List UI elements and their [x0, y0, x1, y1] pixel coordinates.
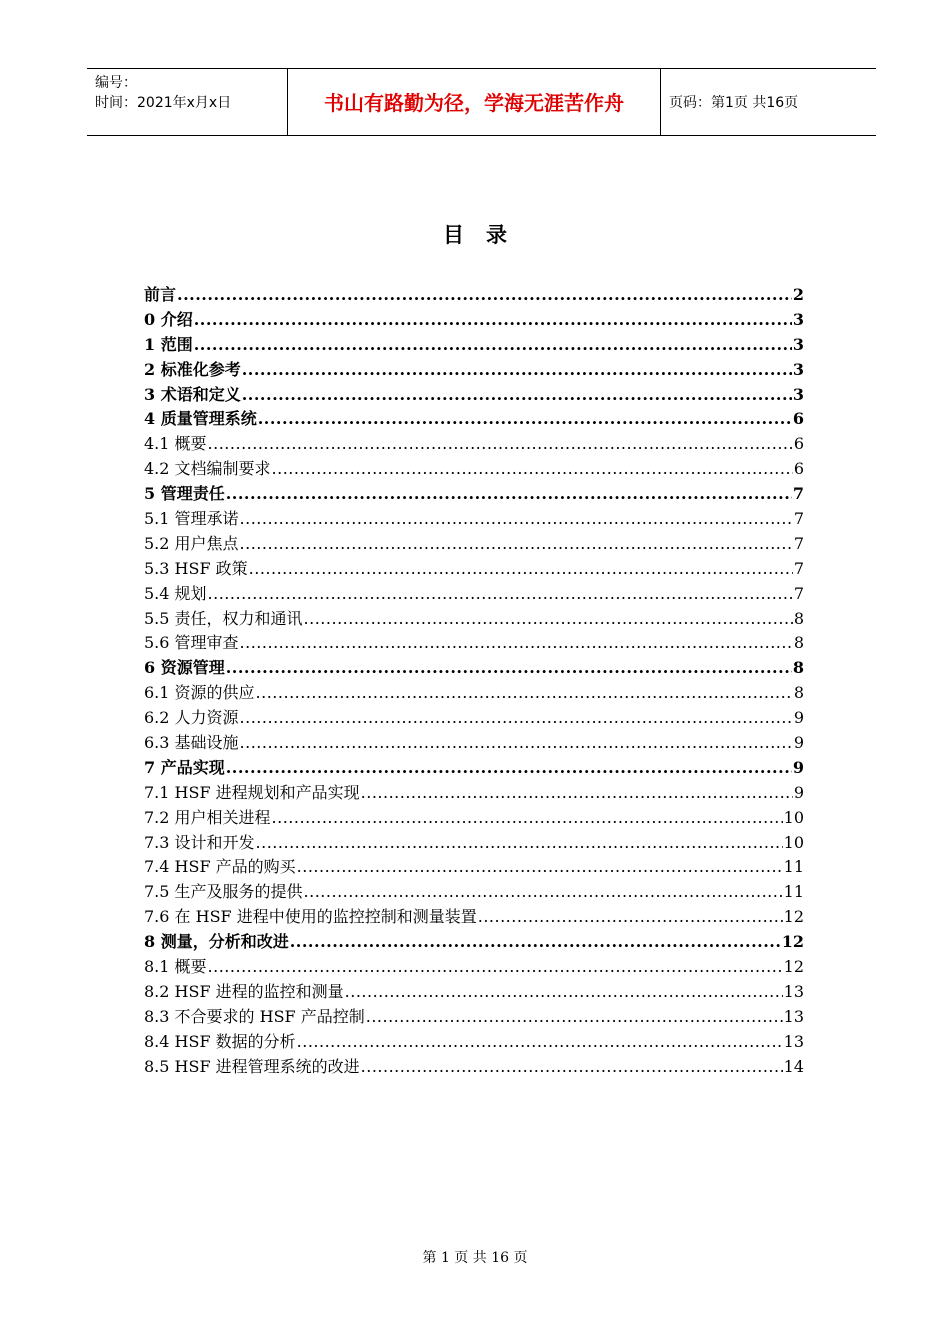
toc-leader-dots [256, 681, 793, 706]
toc-entry[interactable] [144, 880, 804, 905]
toc-entry[interactable] [144, 1055, 804, 1080]
table-of-contents [144, 283, 804, 1080]
toc-entry[interactable] [144, 806, 804, 831]
toc-leader-dots [361, 1055, 783, 1080]
toc-entry-page: 3 [792, 359, 804, 379]
toc-entry-page: 7 [793, 509, 804, 529]
page-footer: 第 1 页 共 16 页 [422, 1250, 528, 1266]
toc-entry-page: 3 [792, 309, 804, 329]
document-number-label: 编号： [95, 75, 137, 91]
toc-leader-dots [242, 383, 792, 408]
toc-entry[interactable] [144, 358, 804, 383]
toc-entry-page: 7 [793, 583, 804, 603]
toc-leader-dots [208, 582, 793, 607]
toc-entry-page: 12 [783, 907, 804, 927]
toc-entry-title: 8.2 HSF 进程的监控和测量 [144, 981, 344, 1001]
toc-entry-title: 2 标准化参考 [144, 359, 241, 379]
toc-entry-title: 8 测量，分析和改进 [144, 932, 289, 952]
toc-entry-title: 6.1 资源的供应 [144, 683, 255, 703]
toc-entry[interactable] [144, 731, 804, 756]
toc-leader-dots [226, 482, 792, 507]
toc-entry[interactable] [144, 1030, 804, 1055]
toc-entry[interactable] [144, 383, 804, 408]
toc-entry-title: 5.3 HSF 政策 [144, 558, 248, 578]
toc-entry[interactable] [144, 706, 804, 731]
toc-entry[interactable] [144, 631, 804, 656]
toc-leader-dots [256, 831, 783, 856]
toc-entry-title: 5.4 规划 [144, 583, 207, 603]
toc-entry-page: 9 [793, 708, 804, 728]
toc-entry-page: 3 [792, 334, 804, 354]
toc-leader-dots [304, 880, 783, 905]
toc-entry-title: 5.5 责任，权力和通讯 [144, 608, 303, 628]
toc-entry[interactable] [144, 930, 804, 955]
toc-entry-title: 4.1 概要 [144, 434, 207, 454]
toc-entry-title: 7.6 在 HSF 进程中使用的监控控制和测量装置 [144, 907, 477, 927]
toc-entry[interactable] [144, 656, 804, 681]
toc-entry[interactable] [144, 557, 804, 582]
toc-entry-title: 8.5 HSF 进程管理系统的改进 [144, 1056, 360, 1076]
toc-entry[interactable] [144, 532, 804, 557]
toc-entry-title: 6.2 人力资源 [144, 708, 239, 728]
toc-entry-page: 8 [793, 633, 804, 653]
toc-entry-page: 8 [793, 608, 804, 628]
toc-entry[interactable] [144, 283, 804, 308]
toc-entry[interactable] [144, 831, 804, 856]
toc-leader-dots [194, 308, 792, 333]
document-date: 时间：2021年x月x日 [95, 95, 232, 111]
toc-entry[interactable] [144, 681, 804, 706]
toc-entry-title: 前言 [144, 285, 177, 304]
toc-entry[interactable] [144, 432, 804, 457]
toc-entry-title: 5.6 管理审查 [144, 633, 239, 653]
header-divider [660, 69, 661, 135]
toc-entry-title: 7.2 用户相关进程 [144, 807, 271, 827]
toc-leader-dots [304, 607, 793, 632]
toc-leader-dots [290, 930, 781, 955]
toc-leader-dots [194, 333, 792, 358]
toc-entry-title: 7.4 HSF 产品的购买 [144, 857, 296, 877]
toc-entry-title: 8.4 HSF 数据的分析 [144, 1031, 296, 1051]
toc-entry-title: 4.2 文档编制要求 [144, 459, 271, 479]
header-page-info: 页码：第1页 共16页 [669, 95, 799, 111]
toc-leader-dots [478, 905, 783, 930]
toc-entry[interactable] [144, 905, 804, 930]
page-header [87, 68, 876, 136]
toc-entry-title: 6.3 基础设施 [144, 733, 239, 753]
toc-entry[interactable] [144, 955, 804, 980]
toc-entry-title: 5 管理责任 [144, 484, 225, 504]
toc-leader-dots [240, 631, 793, 656]
toc-entry-title: 7.1 HSF 进程规划和产品实现 [144, 782, 360, 802]
toc-entry-title: 3 术语和定义 [144, 384, 241, 404]
toc-entry-page: 9 [793, 782, 804, 802]
toc-leader-dots [240, 532, 793, 557]
toc-entry[interactable] [144, 457, 804, 482]
toc-leader-dots [366, 1005, 783, 1030]
toc-leader-dots [226, 756, 792, 781]
toc-leader-dots [272, 457, 793, 482]
toc-leader-dots [345, 980, 783, 1005]
toc-entry-page: 11 [783, 857, 804, 877]
toc-leader-dots [242, 358, 792, 383]
toc-leader-dots [240, 706, 793, 731]
toc-entry-page: 8 [792, 658, 804, 678]
toc-entry-page: 9 [793, 733, 804, 753]
toc-entry-title: 8.1 概要 [144, 957, 207, 977]
toc-entry-title: 7.5 生产及服务的提供 [144, 882, 303, 902]
toc-entry[interactable] [144, 582, 804, 607]
toc-entry-title: 7.3 设计和开发 [144, 832, 255, 852]
toc-leader-dots [177, 283, 792, 308]
toc-entry-page: 13 [783, 1031, 804, 1051]
toc-entry-page: 14 [783, 1056, 804, 1076]
toc-entry-page: 12 [781, 932, 804, 952]
toc-leader-dots [226, 656, 792, 681]
toc-entry[interactable] [144, 308, 804, 333]
toc-entry-page: 7 [793, 533, 804, 553]
toc-entry-page: 6 [793, 434, 804, 454]
toc-entry-page: 7 [792, 484, 804, 504]
toc-leader-dots [240, 731, 793, 756]
toc-entry[interactable] [144, 407, 804, 432]
header-meta [95, 73, 231, 113]
toc-entry-page: 10 [783, 807, 804, 827]
toc-leader-dots [297, 1030, 783, 1055]
toc-entry[interactable] [144, 333, 804, 358]
toc-entry-title: 4 质量管理系统 [144, 409, 257, 429]
toc-leader-dots [249, 557, 793, 582]
toc-entry[interactable] [144, 1005, 804, 1030]
toc-entry-page: 2 [792, 285, 804, 304]
toc-entry-page: 11 [783, 882, 804, 902]
toc-entry[interactable] [144, 980, 804, 1005]
toc-leader-dots [208, 432, 793, 457]
toc-entry[interactable] [144, 607, 804, 632]
toc-leader-dots [208, 955, 783, 980]
toc-entry[interactable] [144, 507, 804, 532]
toc-entry-page: 6 [793, 459, 804, 479]
toc-entry[interactable] [144, 482, 804, 507]
toc-leader-dots [272, 806, 783, 831]
toc-entry-page: 12 [783, 957, 804, 977]
toc-entry-page: 9 [792, 757, 804, 777]
toc-entry[interactable] [144, 855, 804, 880]
toc-leader-dots [297, 855, 783, 880]
toc-entry-page: 6 [792, 409, 804, 429]
toc-leader-dots [361, 781, 793, 806]
toc-entry-page: 7 [793, 558, 804, 578]
toc-entry-title: 7 产品实现 [144, 757, 225, 777]
toc-entry-title: 5.2 用户焦点 [144, 533, 239, 553]
toc-entry-title: 0 介绍 [144, 309, 193, 329]
toc-entry[interactable] [144, 781, 804, 806]
toc-entry-title: 1 范围 [144, 334, 193, 354]
toc-entry-title: 6 资源管理 [144, 658, 225, 678]
toc-entry-title: 8.3 不合要求的 HSF 产品控制 [144, 1006, 365, 1026]
header-motto: 书山有路勤为径，学海无涯苦作舟 [324, 91, 624, 115]
toc-entry-title: 5.1 管理承诺 [144, 509, 239, 529]
toc-entry-page: 8 [793, 683, 804, 703]
toc-leader-dots [258, 407, 792, 432]
toc-entry-page: 13 [783, 1006, 804, 1026]
toc-entry[interactable] [144, 756, 804, 781]
toc-entry-page: 10 [783, 832, 804, 852]
toc-title: 目录 [443, 223, 529, 247]
toc-leader-dots [240, 507, 793, 532]
toc-entry-page: 13 [783, 981, 804, 1001]
toc-entry-page: 3 [792, 384, 804, 404]
